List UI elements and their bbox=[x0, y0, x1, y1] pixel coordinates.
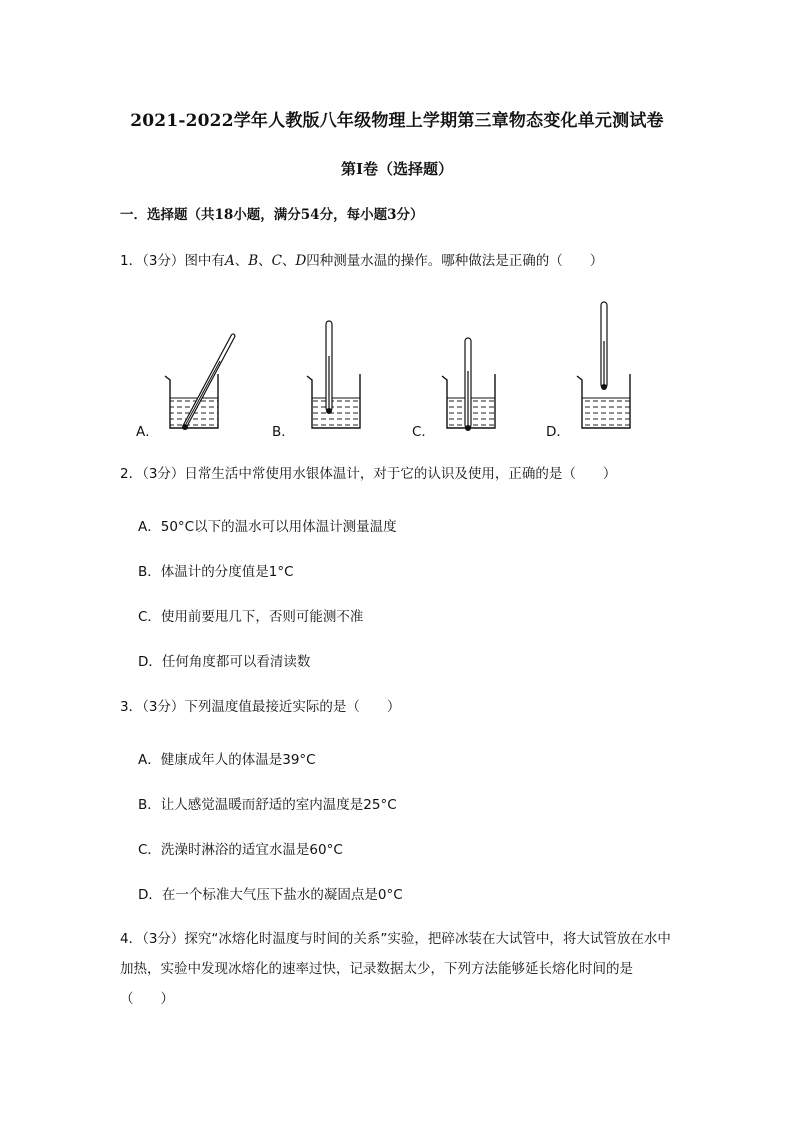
var-d: D bbox=[295, 253, 307, 269]
q3-option-a: A．健康成年人的体温是39°C bbox=[138, 752, 316, 768]
q2-option-b: B．体温计的分度值是1°C bbox=[138, 564, 294, 580]
figure-label-b: B． bbox=[272, 424, 295, 440]
page-title: 2021-2022学年人教版八年级物理上学期第三章物态变化单元测试卷 bbox=[130, 111, 664, 131]
thermometer-d bbox=[601, 302, 607, 390]
thermometer-c bbox=[465, 338, 471, 431]
page-subtitle: 第Ⅰ卷（选择题） bbox=[340, 160, 454, 178]
figure-label-a: A． bbox=[136, 424, 159, 440]
thermometer-beakers-figure bbox=[120, 296, 640, 436]
figure-label-d: D． bbox=[546, 424, 570, 440]
q2-option-c: C．使用前要甩几下，否则可能测不准 bbox=[138, 609, 364, 625]
question-4: 4．（3分）探究“冰熔化时温度与时间的关系”实验，把碎冰装在大试管中，将大试管放在水中加热，实验中发现冰熔化的速率过快，记录数据太少，下列方法能够延长熔化时间的是（ ） bbox=[120, 931, 671, 1007]
var-a: A bbox=[224, 253, 235, 269]
beaker-b bbox=[307, 321, 360, 428]
sep-1: 、 bbox=[234, 253, 249, 269]
question-3: 3．（3分）下列温度值最接近实际的是（ ） bbox=[120, 699, 401, 715]
q3-option-b: B．让人感觉温暖而舒适的室内温度是25°C bbox=[138, 797, 397, 813]
beaker-d bbox=[577, 302, 630, 428]
beaker-a bbox=[165, 336, 233, 430]
question-1-number: 1．（3分） bbox=[120, 253, 185, 269]
var-c: C bbox=[271, 253, 282, 269]
section-heading: 一．选择题（共18小题，满分54分，每小题3分） bbox=[120, 207, 424, 223]
figure-label-c: C． bbox=[412, 424, 435, 440]
question-2: 2．（3分）日常生活中常使用水银体温计，对于它的认识及使用，正确的是（ ） bbox=[120, 466, 617, 482]
q2-option-d: D．任何角度都可以看清读数 bbox=[138, 654, 311, 670]
thermometer-b bbox=[326, 321, 332, 414]
q2-option-a: A．50°C以下的温水可以用体温计测量温度 bbox=[138, 519, 397, 535]
q3-option-d: D．在一个标准大气压下盐水的凝固点是0°C bbox=[138, 887, 403, 903]
beaker-c bbox=[442, 338, 495, 431]
sep-3: 、 bbox=[281, 253, 296, 269]
question-1-text-post: 四种测量水温的操作。哪种做法是正确的（ ） bbox=[306, 253, 604, 269]
var-b: B bbox=[248, 253, 259, 269]
question-1 bbox=[120, 251, 603, 271]
q3-option-c: C．洗澡时淋浴的适宜水温是60°C bbox=[138, 842, 343, 858]
question-1-text-pre: 图中有 bbox=[184, 253, 225, 269]
sep-2: 、 bbox=[258, 253, 272, 269]
